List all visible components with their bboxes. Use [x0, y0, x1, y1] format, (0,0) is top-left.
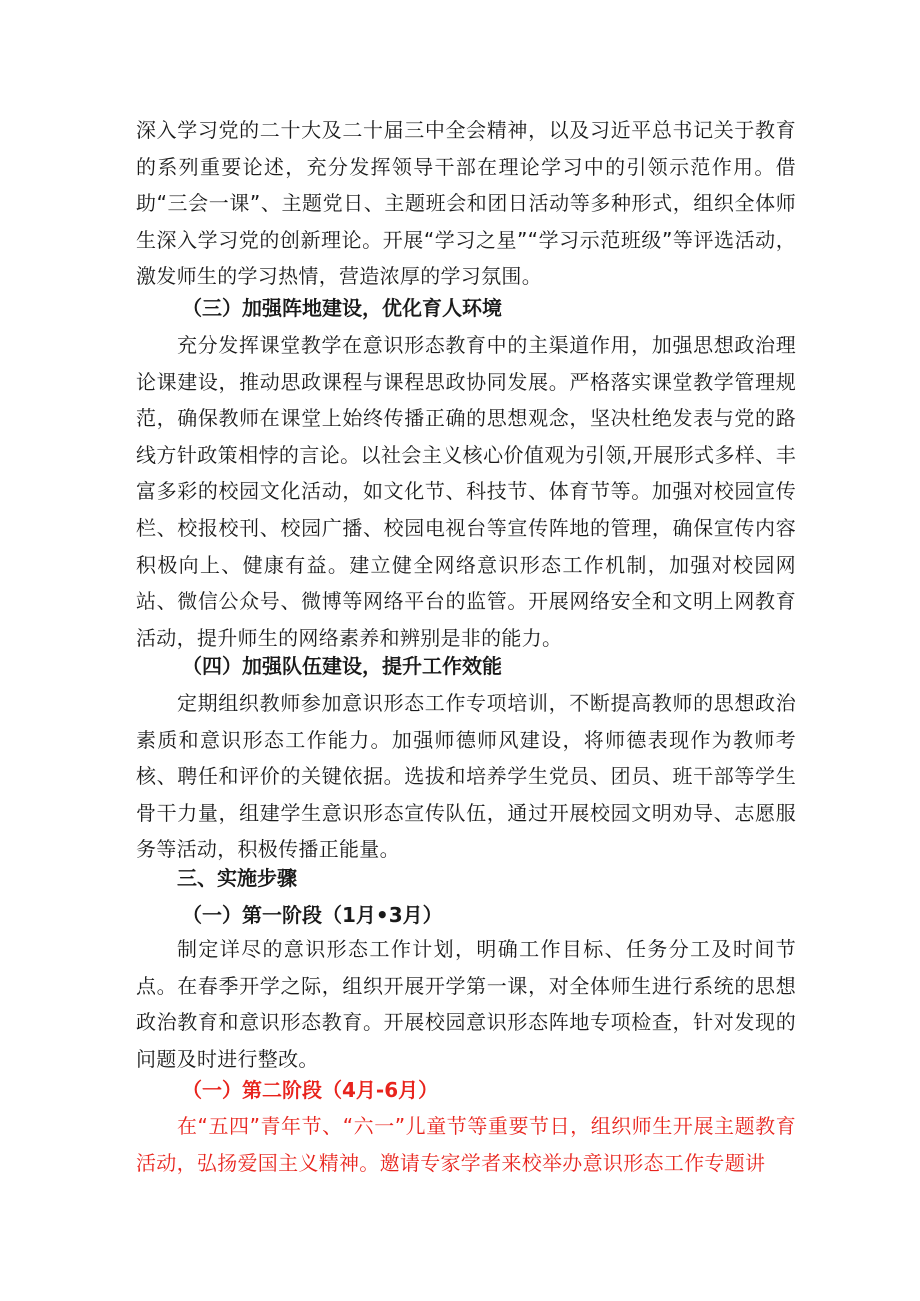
heading-stage-one: （一）第一阶段（1月•3月）	[182, 903, 443, 927]
paragraph-stage-two: 在“五四”青年节、“六一”儿童节等重要节日，组织师生开展主题教育活动，弘扬爱国主义精神。邀请专家学者来校举办意识形态工作专题讲	[136, 1114, 796, 1175]
paragraph-team-building: 定期组织教师参加意识形态工作专项培训，不断提高教师的思想政治素质和意识形态工作能力。加强师德师风建设，将师德表现作为教师考核、聘任和评价的关键依据。选拔和培养学生党员、团员、班干部等学生骨干力量，组建学生意识形态宣传队伍，通过开展校园文明劝导、志愿服务等活动，积极传播正能量。	[136, 691, 796, 862]
heading-stage-two: （一）第二阶段（4月-6月）	[182, 1078, 439, 1102]
paragraph-stage-one: 制定详尽的意识形态工作计划，明确工作目标、任务分工及时间节点。在春季开学之际，组织开展开学第一课，对全体师生进行系统的思想政治教育和意识形态教育。开展校园意识形态阵地专项检查，针对发现的问题及时进行整改。	[136, 937, 796, 1071]
paragraph-position-construction: 充分发挥课堂教学在意识形态教育中的主渠道作用，加强思想政治理论课建设，推动思政课程与课程思政协同发展。严格落实课堂教学管理规范，确保教师在课堂上始终传播正确的思想观念，坚决杜绝发表与党的路线方针政策相悖的言论。以社会主义核心价值观为引领,开展形式多样、丰富多彩的校园文化活动，如文化节、科技节、体育节等。加强对校园宣传栏、校报校刊、校园广播、校园电视台等宣传阵地的管理，确保宣传内容积极向上、健康有益。建立健全网络意识形态工作机制，加强对校园网站、微信公众号、微博等网络平台的监管。开展网络安全和文明上网教育活动，提升师生的网络素养和辨别是非的能力。	[136, 333, 796, 650]
heading-implementation-steps: 三、实施步骤	[177, 866, 297, 890]
heading-position-construction: （三）加强阵地建设，优化育人环境	[182, 296, 502, 320]
paragraph-theory-study: 深入学习党的二十大及二十届三中全会精神，以及习近平总书记关于教育的系列重要论述，充分发挥领导干部在理论学习中的引领示范作用。借助“三会一课”、主题党日、主题班会和团日活动等多种形式，组织全体师生深入学习党的创新理论。开展“学习之星”“学习示范班级”等评选活动，激发师生的学习热情，营造浓厚的学习氛围。	[136, 118, 796, 289]
heading-team-building: （四）加强队伍建设，提升工作效能	[182, 654, 502, 678]
